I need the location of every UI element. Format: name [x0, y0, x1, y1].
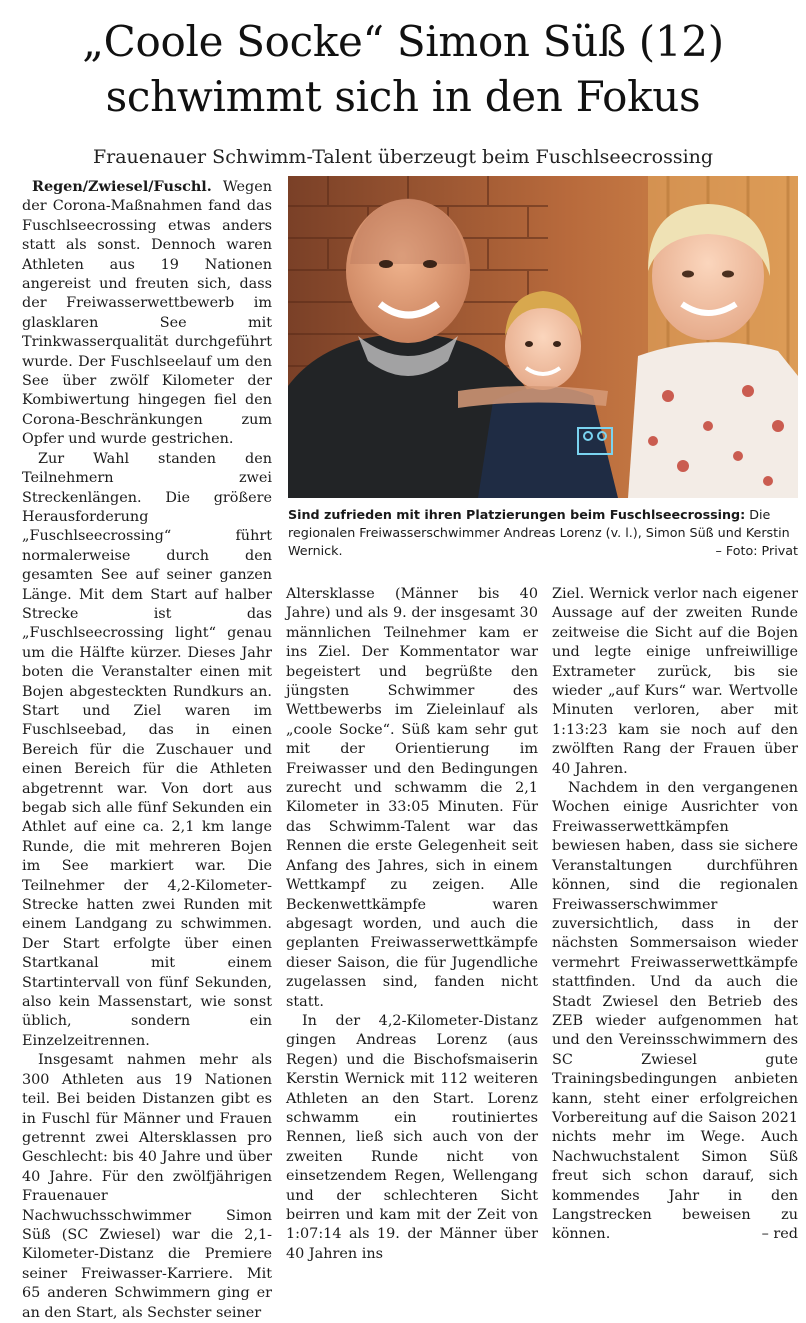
text-column-3	[552, 585, 798, 1245]
photo-illustration	[288, 176, 798, 498]
paragraph-7	[552, 779, 798, 1245]
paragraph-5: In der 4,2-Kilometer-Distanz gingen Andreas Lorenz (aus Regen) und die Bischofsmaiserin Kerstin Wernick mit 112 weiteren Athleten an den Start. Lorenz schwamm ein routiniertes Rennen, ließ sich auch von der zweiten Runde nicht von einsetzendem Regen, Wellengang und der schlechteren Sicht beirren und kam mit der Zeit von 1:07:14 als 19. der Männer über 40 Jahren ins	[286, 1012, 538, 1262]
paragraph-1	[22, 177, 272, 450]
paragraph-7-text: Nachdem in den vergangenen Wochen einige Ausrichter von Freiwasserwettkämpfen bewiesen haben, dass sie sichere Veranstaltungen durchführen können, sind die regionalen Freiwasserschwimmer zuversichtlich, dass in der nächsten Sommersaison wieder vermehrt Freiwasserwettkämpfe stattfinden. Und da auch die Stadt Zwiesel den Betrieb des ZEB wieder aufgenommen hat und den Vereinsschwimmern des SC Zwiesel gute Trainingsbedingungen anbieten kann, steht einer erfolgreichen Vorbereitung auf die Saison 2021 nichts mehr im Wege. Auch Nachwuchstalent Simon Süß freut sich schon darauf, sich kommendes Jahr in den Langstrecken beweisen zu können.	[552, 780, 798, 1243]
text-column-2	[286, 585, 538, 1264]
paragraph-6: Ziel. Wernick verlor nach eigener Aussage auf der zweiten Runde zeitweise die Sicht auf die Bojen und legte einige unfreiwillige Extrameter zurück, bis sie wieder „auf Kurs“ war. Wertvolle Minuten verloren, aber mit 1:13:23 kam sie noch auf den zwölften Rang der Frauen über 40 Jahren.	[552, 586, 798, 777]
paragraph-3: Insgesamt nahmen mehr als 300 Athleten aus 19 Nationen teil. Bei beiden Distanzen gibt es in Fuschl für Männer und Frauen getrennt zwei Altersklassen pro Geschlecht: bis 40 Jahre und über 40 Jahre. Für den zwölfjährigen Frauenauer Nachwuchsschwimmer Simon Süß (SC Zwiesel) war die 2,1-Kilometer-Distanz die Premiere seiner Freiwasser-Karriere. Mit 65 anderen Schwimmern ging er an den Start, als Sechster seiner	[22, 1052, 272, 1321]
author-signature: – red	[761, 1226, 798, 1243]
paragraph-1-text: Wegen der Corona-Maßnahmen fand das Fuschlseecrossing etwas anders statt als sonst. Dennoch waren Athleten aus 19 Nationen angereist und freuten sich, dass der Freiwasserwettbewerb im glasklaren See mit Trinkwasserqualität durchgeführt wurde. Der Fuschlseelauf um den See über zwölf Kilometer der Kombiwertung hingegen fiel den Corona-Beschränkungen zum Opfer und wurde gestrichen.	[22, 179, 272, 448]
paragraph-4: Altersklasse (Männer bis 40 Jahre) und als 9. der insgesamt 30 männlichen Teilnehmer kam er ins Ziel. Der Kommentator war begeistert und begrüßte den jüngsten Schwimmer des Wettbewerbs im Zieleinlauf als „coole Socke“. Süß kam sehr gut mit der Orientierung im Freiwasser und den Bedingungen zurecht und schwamm die 2,1 Kilometer in 33:05 Minuten. Für das Schwimm-Talent war das Rennen die erste Gelegenheit seit Anfang des Jahres, sich in einem Wettkampf zu zeigen. Alle Beckenwettkämpfe waren abgesagt worden, und auch die geplanten Freiwasserwettkämpfe dieser Saison, die für Jugendliche zugelassen sind, fanden nicht statt.	[286, 586, 538, 1010]
caption-lead: Sind zufrieden mit ihren Platzierungen beim Fuschlseecrossing:	[288, 507, 746, 522]
article-headline	[0, 14, 806, 124]
dateline: Regen/Zwiesel/Fuschl.	[32, 178, 212, 195]
photo-caption	[288, 506, 798, 560]
headline-line-2: schwimmt sich in den Fokus	[105, 72, 701, 121]
paragraph-2: Zur Wahl standen den Teilnehmern zwei Streckenlängen. Die größere Herausforderung „Fuschlseecrossing“ führt normalerweise durch den gesamten See auf seiner ganzen Länge. Mit dem Start auf halber Strecke ist das „Fuschlseecrossing light“ genau um die Hälfte kürzer. Dieses Jahr boten die Veranstalter einen mit Bojen abgesteckten Rundkurs an. Start und Ziel waren im Fuschlseebad, das in einen Bereich für die Zuschauer und einen Bereich für die Athleten abgetrennt war. Von dort aus begab sich alle fünf Sekunden ein Athlet auf eine ca. 2,1 km lange Runde, die mit mehreren Bojen im See markiert war. Die Teilnehmer der 4,2-Kilometer-Strecke hatten zwei Runden mit einem Landgang zu schwimmen. Der Start erfolgte über einen Startkanal mit einem Startintervall von fünf Sekunden, also kein Massenstart, wie sonst üblich, sondern ein Einzelzeitrennen.	[22, 450, 272, 1049]
article-photo	[288, 176, 798, 498]
headline-line-1: „Coole Socke“ Simon Süß (12)	[82, 17, 724, 66]
caption-text: Die regionalen Freiwasserschwimmer Andreas Lorenz (v. l.), Simon Süß und Kerstin Wernick.	[288, 507, 790, 558]
article-subheadline: Frauenauer Schwimm-Talent überzeugt beim Fuschlseecrossing	[92, 146, 714, 168]
photo-credit: – Foto: Privat	[715, 543, 798, 558]
text-column-1	[22, 177, 272, 1321]
